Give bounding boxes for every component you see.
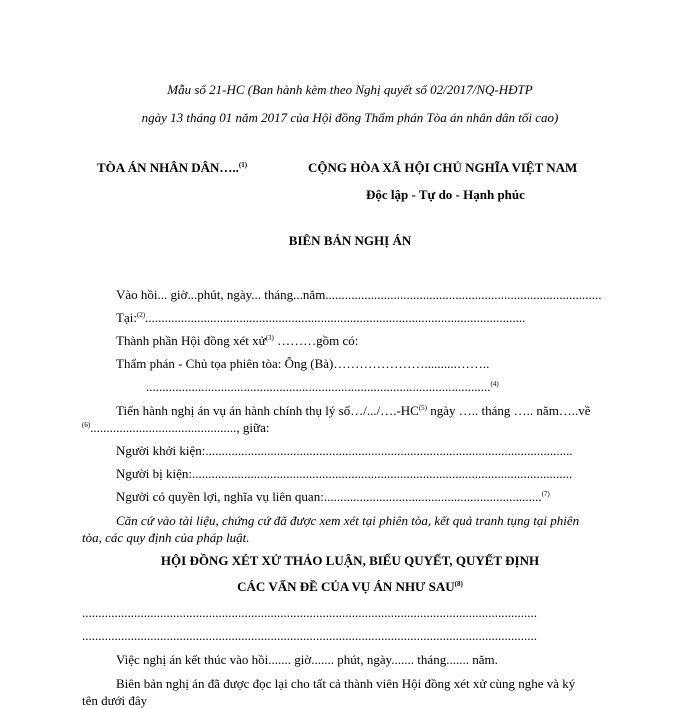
field-plaintiff: Người khởi kiện:................................................................................................................. bbox=[116, 443, 573, 458]
field-about bbox=[82, 420, 269, 436]
field-time: Vào hồi... giờ...phút, ngày... tháng...năm..................................................................................... bbox=[116, 287, 602, 302]
court-name bbox=[97, 160, 247, 176]
field-judge-dots-text: .......................................................................................................... bbox=[146, 379, 491, 394]
dots-line1: ............................................................................................................................................ bbox=[82, 605, 537, 620]
form-header-line2: ngày 13 tháng 01 năm 2017 của Hội đồng Thẩm phán Tòa án nhân dân tối cao) bbox=[141, 110, 559, 125]
section-title-line1: HỘI ĐỒNG XÉT XỬ THẢO LUẬN, BIỂU QUYẾT, QUYẾT ĐỊNH bbox=[160, 553, 540, 568]
field-council bbox=[116, 333, 358, 349]
field-place bbox=[116, 310, 525, 326]
field-about-text: ............................................., giữa: bbox=[90, 420, 270, 435]
field-place-label: Tại: bbox=[116, 310, 137, 325]
court-name-note: (1) bbox=[238, 161, 248, 169]
field-council-rest: ………gồm có: bbox=[273, 333, 359, 348]
field-case-rest: ngày ….. tháng ….. năm…..về bbox=[427, 403, 591, 418]
field-related bbox=[116, 489, 550, 505]
field-council-label: Thành phần Hội đồng xét xử bbox=[116, 333, 266, 348]
field-judge-dots bbox=[146, 379, 499, 395]
field-defendant: Người bị kiện:..................................................................................................................... bbox=[116, 466, 573, 481]
section-title-line2-text: CÁC VẤN ĐỀ CỦA VỤ ÁN NHƯ SAU bbox=[237, 579, 455, 594]
dots-line2: ............................................................................................................................................ bbox=[82, 628, 537, 643]
document-title: BIÊN BẢN NGHỊ ÁN bbox=[288, 233, 412, 248]
closing-end: Việc nghị án kết thúc vào hồi....... giờ....... phút, ngày....... tháng....... năm. bbox=[116, 652, 498, 667]
basis-line2: tòa, các quy định của pháp luật. bbox=[82, 530, 250, 545]
form-header-line1: Mẫu số 21-HC (Ban hành kèm theo Nghị quyết số 02/2017/NQ-HĐTP bbox=[167, 82, 533, 97]
nation-motto: Độc lập - Tự do - Hạnh phúc bbox=[366, 187, 525, 202]
field-case-text: Tiến hành nghị án vụ án hành chính thụ lý số…/.../….-HC bbox=[116, 403, 419, 418]
basis-line1: Căn cứ vào tài liệu, chứng cứ đã được xem xét tại phiên tòa, kết quả tranh tụng tại phiên bbox=[116, 513, 580, 528]
closing-read-line1: Biên bản nghị án đã được đọc lại cho tất cả thành viên Hội đồng xét xử cùng nghe và ký bbox=[116, 676, 576, 691]
field-judge: Thẩm phán - Chủ tọa phiên tòa: Ông (Bà)…………………..........…….. bbox=[116, 356, 490, 371]
court-name-text: TÒA ÁN NHÂN DÂN….. bbox=[97, 160, 239, 175]
field-case bbox=[116, 403, 591, 419]
section-title-note: (8) bbox=[454, 580, 463, 588]
field-related-text: Người có quyền lợi, nghĩa vụ liên quan:................................................................... bbox=[116, 489, 542, 504]
field-judge-note: (4) bbox=[490, 380, 499, 388]
field-case-note: (5) bbox=[418, 404, 428, 412]
field-council-note: (3) bbox=[265, 334, 274, 342]
nation-name: CỘNG HÒA XÃ HỘI CHỦ NGHĨA VIỆT NAM bbox=[308, 160, 578, 175]
field-about-note: (6) bbox=[82, 421, 91, 429]
closing-read-line2: tên dưới đây bbox=[82, 693, 148, 708]
field-related-note: (7) bbox=[541, 490, 550, 498]
field-place-dots: ..................................................................................................................... bbox=[145, 310, 526, 325]
section-title-line2 bbox=[0, 579, 700, 595]
field-place-note: (2) bbox=[136, 311, 146, 319]
